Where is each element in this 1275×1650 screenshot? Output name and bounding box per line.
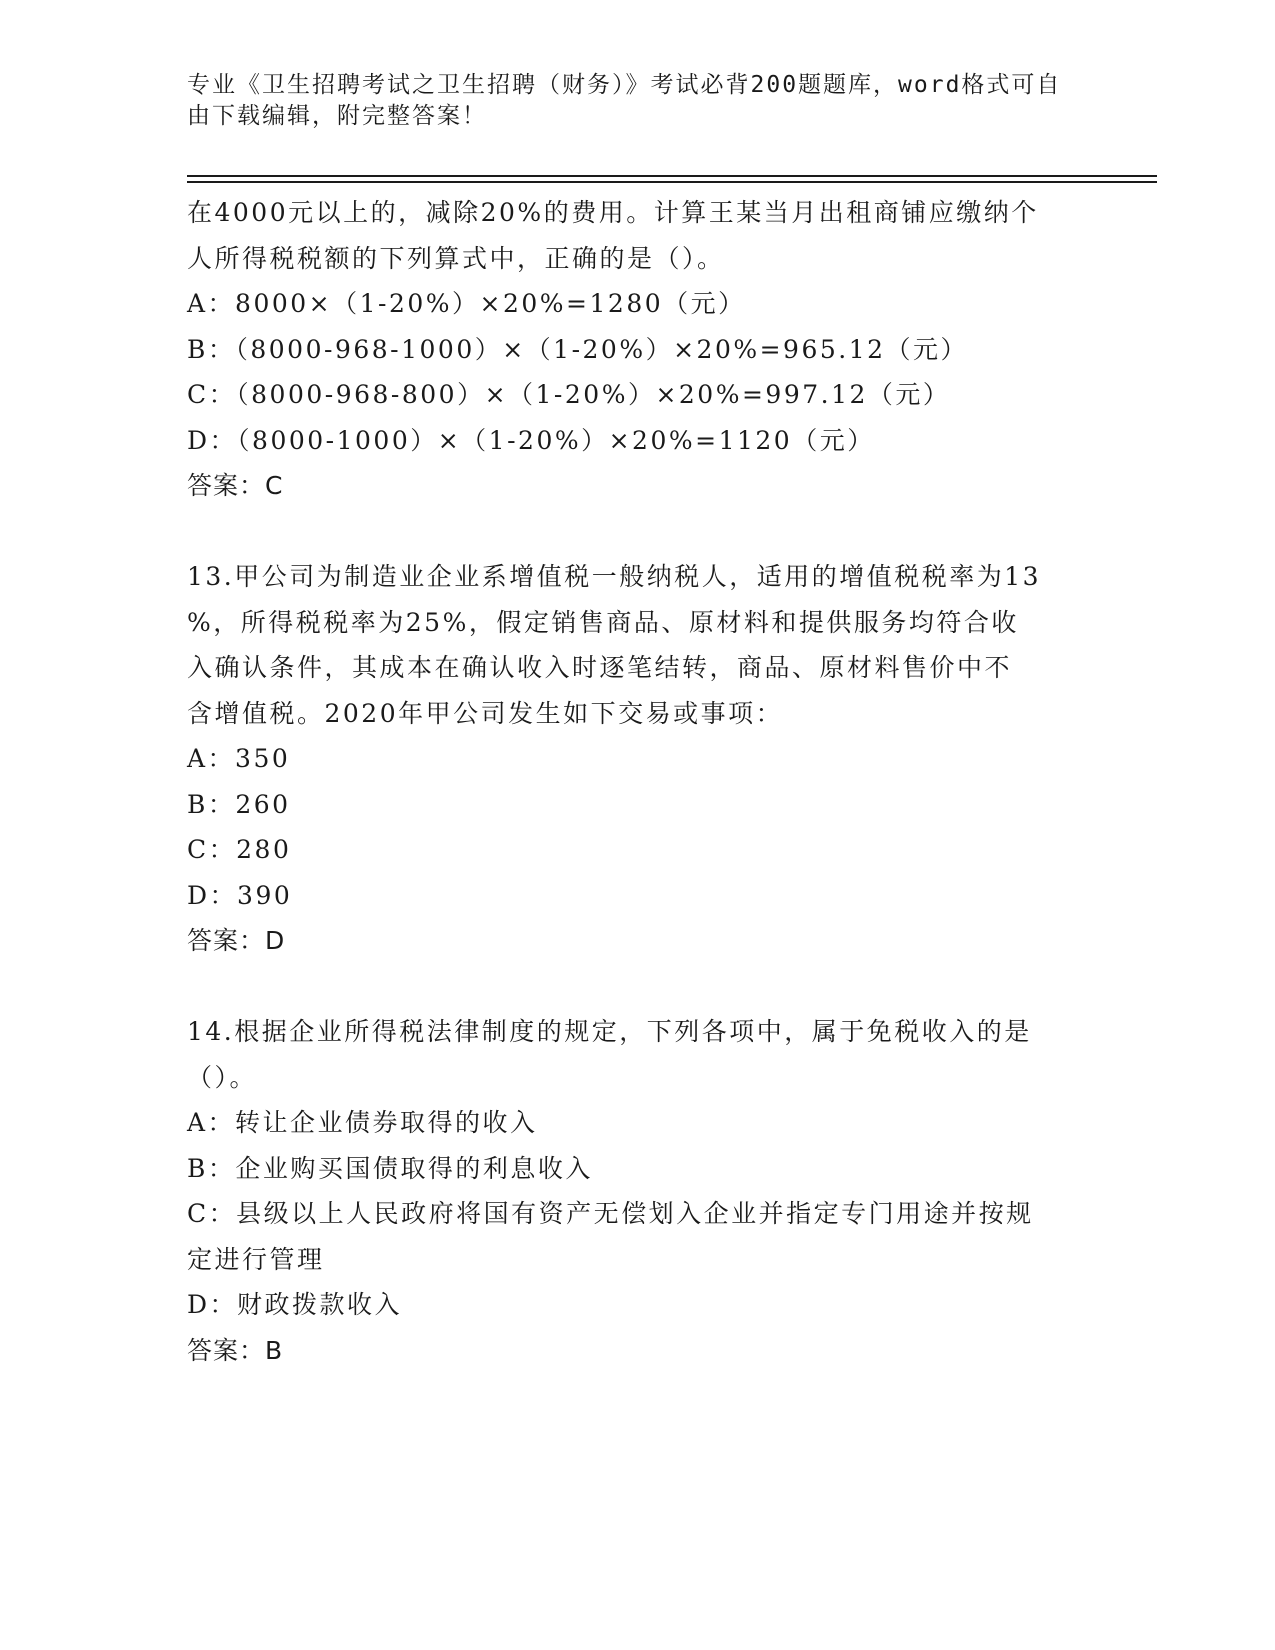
question-12 (187, 190, 1087, 509)
option-d: D：（8000-1000）×（1-20%）×20%=1120（元） (187, 425, 875, 455)
question-stem-line: 14.根据企业所得税法律制度的规定，下列各项中，属于免税收入的是 (187, 1017, 1032, 1046)
question-spacer (187, 509, 1087, 555)
header-line-1: 专业《卫生招聘考试之卫生招聘（财务）》考试必背200题题库，word格式可自 (187, 72, 1062, 98)
answer-line: 答案：D (187, 926, 286, 955)
option-b: B：企业购买国债取得的利息收入 (187, 1153, 593, 1183)
option-c: C：（8000-968-800）×（1-20%）×20%=997.12（元） (187, 380, 951, 409)
option-a: A：350 (187, 744, 291, 773)
header-line-2: 由下载编辑，附完整答案！ (187, 103, 487, 129)
question-list (187, 190, 1087, 1373)
option-b: B：（8000-968-1000）×（1-20%）×20%=965.12（元） (187, 334, 969, 364)
question-stem-line: 13.甲公司为制造业企业系增值税一般纳税人，适用的增值税税率为13 (187, 562, 1042, 591)
question-stem-line: %，所得税税率为25%，假定销售商品、原材料和提供服务均符合收 (187, 607, 1019, 637)
page-header (187, 70, 1067, 132)
header-divider-bottom (187, 181, 1157, 183)
question-14 (187, 1009, 1087, 1373)
option-c: C：县级以上人民政府将国有资产无偿划入企业并指定专门用途并按规 (187, 1199, 1034, 1228)
question-stem-line: （）。 (187, 1062, 258, 1092)
option-c-continued: 定进行管理 (187, 1244, 325, 1274)
option-a: A：8000×（1-20%）×20%=1280（元） (187, 289, 746, 318)
question-spacer (187, 964, 1087, 1010)
question-13 (187, 554, 1087, 964)
header-divider-top (187, 175, 1157, 177)
option-b: B：260 (187, 789, 291, 819)
question-stem-line: 在4000元以上的，减除20%的费用。计算王某当月出租商铺应缴纳个 (187, 198, 1039, 227)
answer-line: 答案：B (187, 1335, 284, 1365)
option-d: D：390 (187, 880, 293, 910)
option-c: C：280 (187, 835, 292, 864)
answer-line: 答案：C (187, 471, 284, 500)
question-stem-line: 入确认条件，其成本在确认收入时逐笔结转，商品、原材料售价中不 (187, 653, 1013, 682)
question-stem-line: 含增值税。2020年甲公司发生如下交易或事项： (187, 698, 784, 728)
option-d: D：财政拨款收入 (187, 1290, 403, 1319)
question-stem-line: 人所得税税额的下列算式中，正确的是（）。 (187, 243, 725, 273)
option-a: A：转让企业债券取得的收入 (187, 1108, 538, 1137)
